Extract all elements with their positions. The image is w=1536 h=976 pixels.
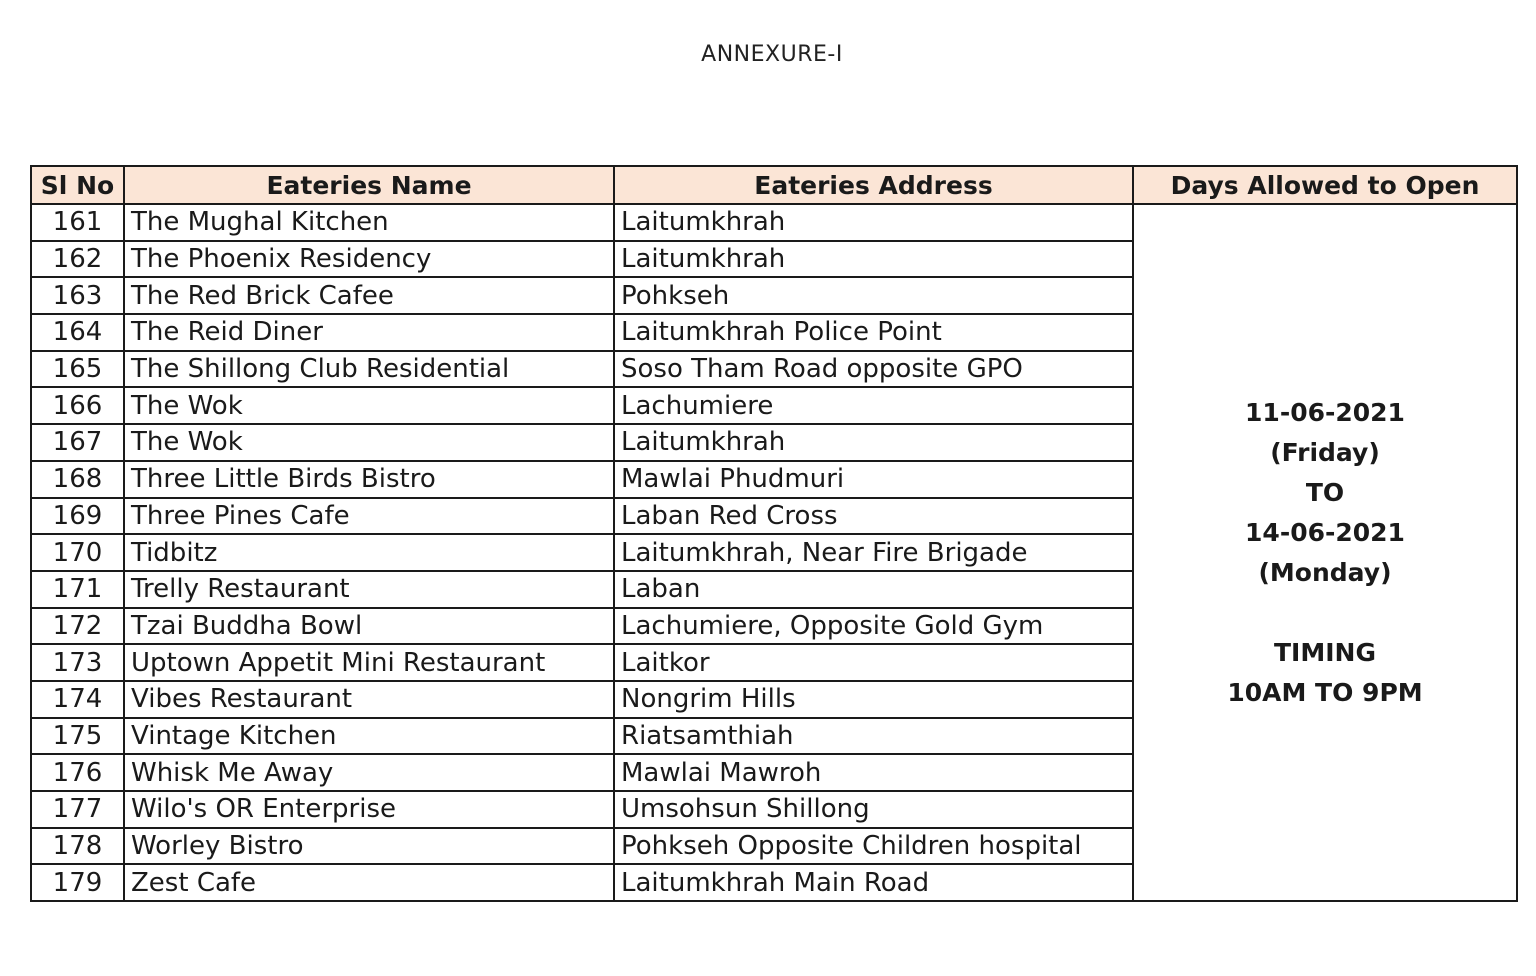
sl-no-cell: 174 xyxy=(31,681,124,718)
eatery-address-cell: Laitumkhrah, Near Fire Brigade xyxy=(614,534,1133,571)
end-date: 14-06-2021 xyxy=(1245,517,1405,547)
sl-no-cell: 177 xyxy=(31,791,124,828)
eatery-name-cell: Vintage Kitchen xyxy=(124,718,614,755)
eatery-name-cell: Three Pines Cafe xyxy=(124,498,614,535)
timing-label: TIMING xyxy=(1274,637,1376,667)
eatery-address-cell: Lachumiere, Opposite Gold Gym xyxy=(614,608,1133,645)
eatery-address-cell: Umsohsun Shillong xyxy=(614,791,1133,828)
table-row xyxy=(31,204,1517,241)
end-day: (Monday) xyxy=(1258,557,1392,587)
eatery-address-cell: Mawlai Mawroh xyxy=(614,754,1133,791)
eateries-table xyxy=(30,165,1518,902)
document-title: ANNEXURE-I xyxy=(701,42,843,67)
sl-no-cell: 168 xyxy=(31,461,124,498)
eatery-address-cell: Riatsamthiah xyxy=(614,718,1133,755)
eatery-address-cell: Laitkor xyxy=(614,644,1133,681)
sl-no-cell: 171 xyxy=(31,571,124,608)
header-sl-no: Sl No xyxy=(31,166,124,204)
eatery-name-cell: Zest Cafe xyxy=(124,864,614,901)
eatery-address-cell: Laban Red Cross xyxy=(614,498,1133,535)
eatery-name-cell: Uptown Appetit Mini Restaurant xyxy=(124,644,614,681)
eatery-name-cell: The Shillong Club Residential xyxy=(124,351,614,388)
sl-no-cell: 167 xyxy=(31,424,124,461)
eatery-address-cell: Laitumkhrah xyxy=(614,424,1133,461)
eatery-address-cell: Lachumiere xyxy=(614,387,1133,424)
header-row xyxy=(31,166,1517,204)
eatery-address-cell: Nongrim Hills xyxy=(614,681,1133,718)
eatery-address-cell: Soso Tham Road opposite GPO xyxy=(614,351,1133,388)
header-eateries-address: Eateries Address xyxy=(614,166,1133,204)
eatery-name-cell: The Mughal Kitchen xyxy=(124,204,614,241)
eatery-address-cell: Laitumkhrah Police Point xyxy=(614,314,1133,351)
sl-no-cell: 179 xyxy=(31,864,124,901)
sl-no-cell: 163 xyxy=(31,277,124,314)
header-eateries-name: Eateries Name xyxy=(124,166,614,204)
eatery-name-cell: Wilo's OR Enterprise xyxy=(124,791,614,828)
start-day: (Friday) xyxy=(1270,437,1380,467)
eatery-name-cell: The Wok xyxy=(124,424,614,461)
sl-no-cell: 169 xyxy=(31,498,124,535)
sl-no-cell: 176 xyxy=(31,754,124,791)
sl-no-cell: 170 xyxy=(31,534,124,571)
start-date: 11-06-2021 xyxy=(1245,397,1405,427)
table-body xyxy=(31,204,1517,901)
sl-no-cell: 173 xyxy=(31,644,124,681)
sl-no-cell: 165 xyxy=(31,351,124,388)
eatery-address-cell: Laitumkhrah Main Road xyxy=(614,864,1133,901)
eatery-name-cell: The Reid Diner xyxy=(124,314,614,351)
sl-no-cell: 178 xyxy=(31,828,124,865)
eatery-name-cell: Three Little Birds Bistro xyxy=(124,461,614,498)
eatery-name-cell: Vibes Restaurant xyxy=(124,681,614,718)
days-allowed-cell xyxy=(1133,204,1517,901)
sl-no-cell: 164 xyxy=(31,314,124,351)
timing-value: 10AM TO 9PM xyxy=(1227,677,1423,707)
spacer xyxy=(1134,593,1516,633)
header-days-allowed: Days Allowed to Open xyxy=(1133,166,1517,204)
eatery-address-cell: Pohkseh xyxy=(614,277,1133,314)
eatery-name-cell: Tzai Buddha Bowl xyxy=(124,608,614,645)
sl-no-cell: 175 xyxy=(31,718,124,755)
eatery-name-cell: The Wok xyxy=(124,387,614,424)
eatery-address-cell: Mawlai Phudmuri xyxy=(614,461,1133,498)
eatery-name-cell: Tidbitz xyxy=(124,534,614,571)
eatery-name-cell: Whisk Me Away xyxy=(124,754,614,791)
eatery-address-cell: Laitumkhrah xyxy=(614,204,1133,241)
sl-no-cell: 162 xyxy=(31,241,124,278)
eatery-address-cell: Laitumkhrah xyxy=(614,241,1133,278)
eatery-name-cell: The Red Brick Cafee xyxy=(124,277,614,314)
eatery-name-cell: Worley Bistro xyxy=(124,828,614,865)
eatery-address-cell: Laban xyxy=(614,571,1133,608)
to-label: TO xyxy=(1305,477,1345,507)
sl-no-cell: 172 xyxy=(31,608,124,645)
sl-no-cell: 166 xyxy=(31,387,124,424)
sl-no-cell: 161 xyxy=(31,204,124,241)
eatery-name-cell: Trelly Restaurant xyxy=(124,571,614,608)
table-header xyxy=(31,166,1517,204)
eatery-name-cell: The Phoenix Residency xyxy=(124,241,614,278)
eatery-address-cell: Pohkseh Opposite Children hospital xyxy=(614,828,1133,865)
